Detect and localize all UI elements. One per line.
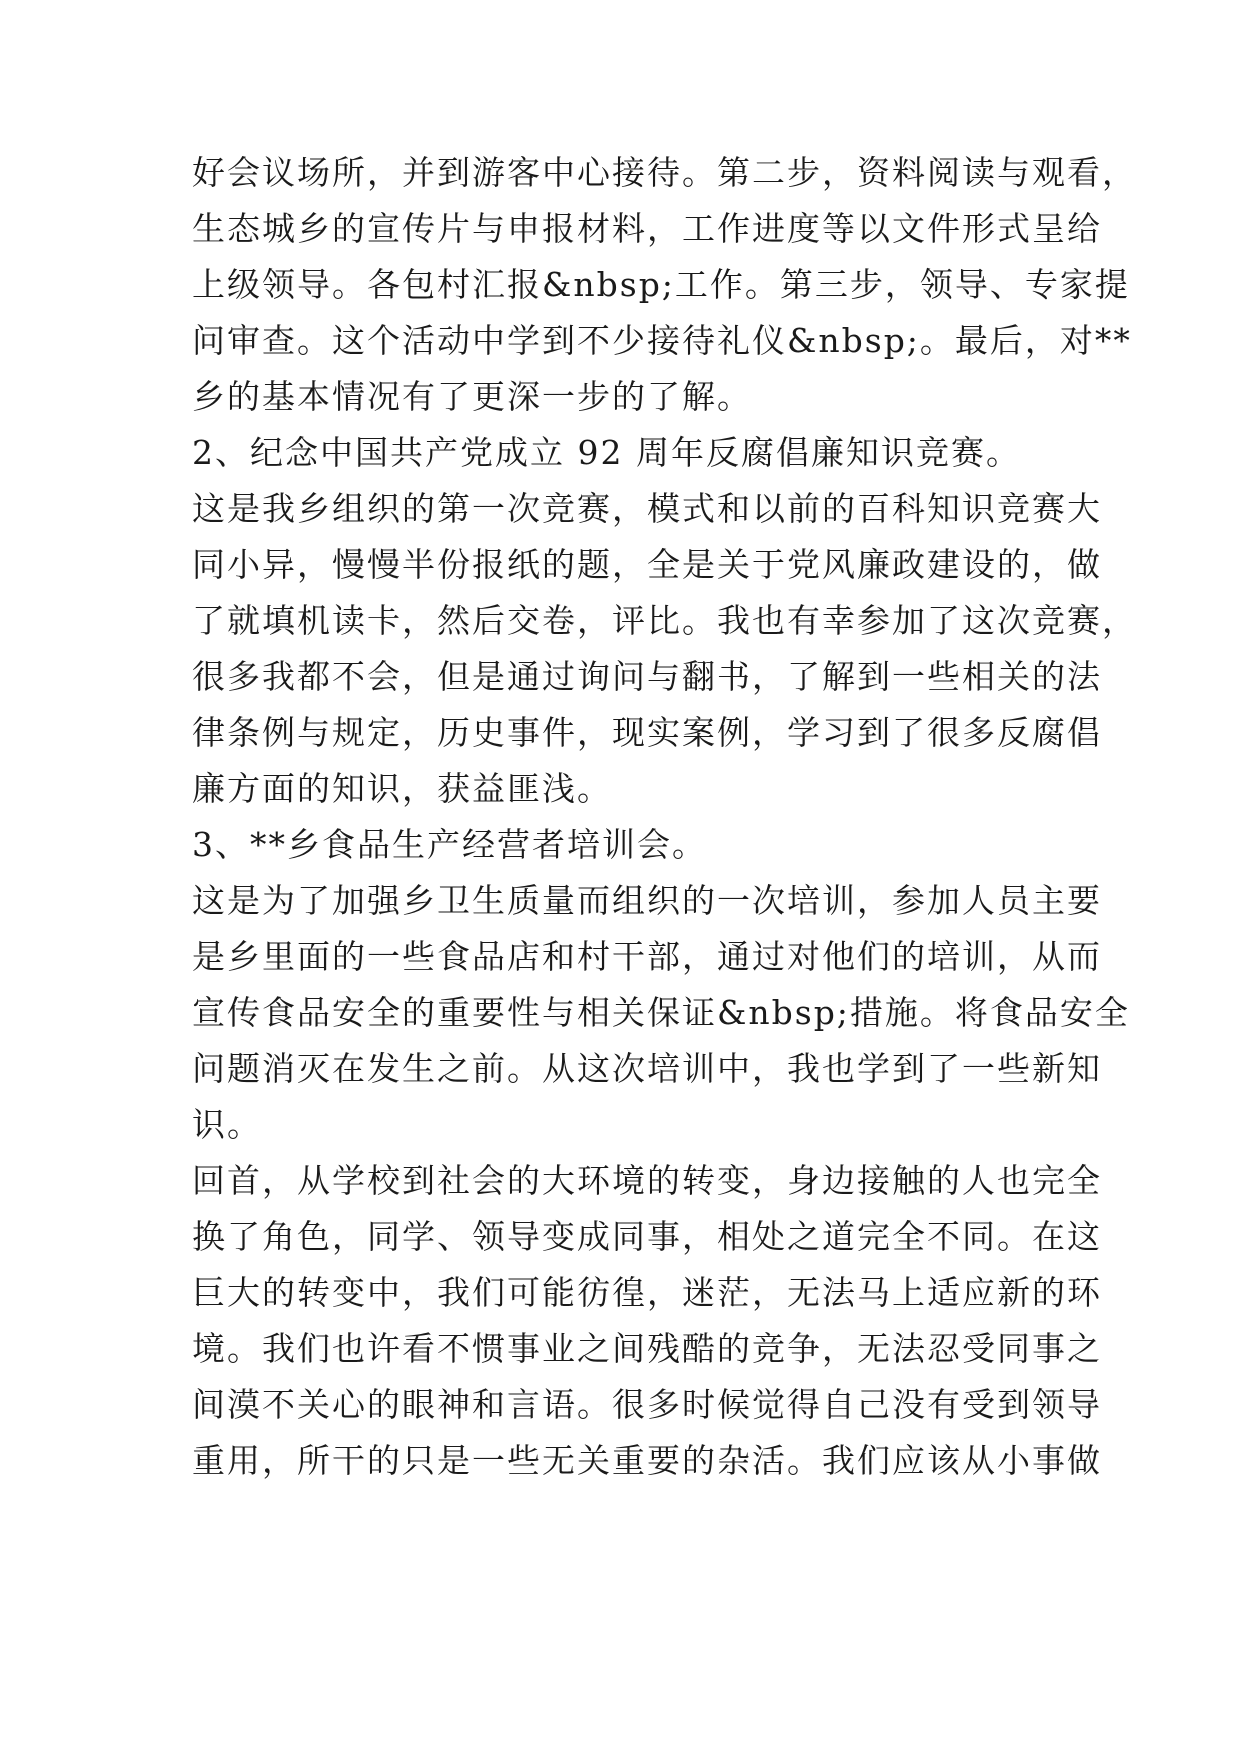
section-heading-2 — [192, 425, 1072, 481]
text-line: 律条例与规定，历史事件，现实案例，学习到了很多反腐倡 — [192, 713, 1102, 752]
text-line: 间漠不关心的眼神和言语。很多时候觉得自己没有受到领导 — [192, 1385, 1102, 1424]
paragraph-reception-steps — [192, 145, 1137, 425]
text-line: 换了角色，同学、领导变成同事，相处之道完全不同。在这 — [192, 1217, 1102, 1256]
text-line: 识。 — [192, 1105, 262, 1144]
text-line: 重用，所干的只是一些无关重要的杂活。我们应该从小事做 — [192, 1441, 1102, 1480]
heading-line: 3、**乡食品生产经营者培训会。 — [192, 825, 707, 864]
text-line: 生态城乡的宣传片与申报材料，工作进度等以文件形式呈给 — [192, 209, 1102, 248]
paragraph-food-training — [192, 873, 1130, 1153]
text-line: 很多我都不会，但是通过询问与翻书，了解到一些相关的法 — [192, 657, 1102, 696]
text-line: 宣传食品安全的重要性与相关保证&nbsp;措施。将食品安全 — [192, 993, 1130, 1032]
text-line: 上级领导。各包村汇报&nbsp;工作。第三步，领导、专家提 — [192, 265, 1130, 304]
text-line: 乡的基本情况有了更深一步的了解。 — [192, 377, 752, 416]
text-line: 这是为了加强乡卫生质量而组织的一次培训，参加人员主要 — [192, 881, 1102, 920]
text-line: 巨大的转变中，我们可能彷徨，迷茫，无法马上适应新的环 — [192, 1273, 1102, 1312]
text-line: 境。我们也许看不惯事业之间残酷的竞争，无法忍受同事之 — [192, 1329, 1102, 1368]
document-body — [192, 145, 1137, 1489]
heading-line: 2、纪念中国共产党成立 92 周年反腐倡廉知识竞赛。 — [192, 433, 1021, 472]
text-line: 同小异，慢慢半份报纸的题，全是关于党风廉政建设的，做 — [192, 545, 1102, 584]
text-line: 好会议场所，并到游客中心接待。第二步，资料阅读与观看， — [192, 153, 1137, 192]
text-line: 廉方面的知识，获益匪浅。 — [192, 769, 612, 808]
text-line: 这是我乡组织的第一次竞赛，模式和以前的百科知识竞赛大 — [192, 489, 1102, 528]
text-line: 问题消灭在发生之前。从这次培训中，我也学到了一些新知 — [192, 1049, 1102, 1088]
section-heading-3 — [192, 817, 1072, 873]
text-line: 回首，从学校到社会的大环境的转变，身边接触的人也完全 — [192, 1161, 1102, 1200]
text-line: 问审查。这个活动中学到不少接待礼仪&nbsp;。最后，对** — [192, 321, 1132, 360]
text-line: 是乡里面的一些食品店和村干部，通过对他们的培训，从而 — [192, 937, 1102, 976]
paragraph-reflection — [192, 1153, 1102, 1489]
text-line: 了就填机读卡，然后交卷，评比。我也有幸参加了这次竞赛， — [192, 601, 1137, 640]
paragraph-competition — [192, 481, 1137, 817]
